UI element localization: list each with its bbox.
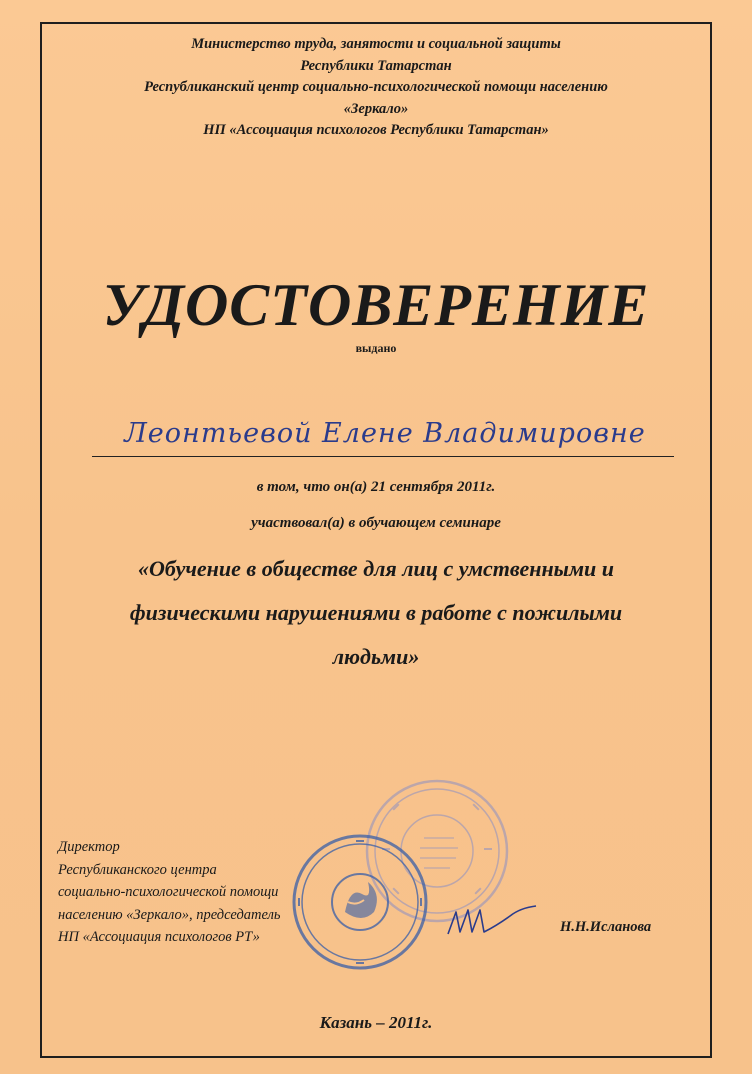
center-name-line: «Зеркало» xyxy=(343,100,409,117)
center-stamp xyxy=(290,832,430,972)
document-title: УДОСТОВЕРЕНИЕ xyxy=(102,272,650,338)
issuer-header xyxy=(40,34,712,142)
director-block xyxy=(58,836,281,949)
seminar-title-line-1: «Обучение в обществе для лиц с умственными и xyxy=(138,556,614,581)
seminar-title-line-2: физическими нарушениями в работе с пожилыми xyxy=(129,600,623,625)
recipient-handwritten-name: Леонтьевой Елене Владимировне xyxy=(124,418,646,449)
director-org-line-4: НП «Ассоциация психологов РТ» xyxy=(58,929,260,945)
place-and-year: Казань – 2011г. xyxy=(319,1013,433,1032)
director-signature xyxy=(440,898,550,943)
seminar-title xyxy=(80,547,672,679)
director-org-line-2: социально-психологической помощи xyxy=(58,884,279,900)
participation-statement: участвовал(а) в обучающем семинаре xyxy=(251,515,501,531)
signer-name: Н.Н.Исланова xyxy=(560,919,652,935)
date-statement: в том, что он(а) 21 сентября 2011г. xyxy=(256,479,496,495)
recipient-underline xyxy=(92,456,674,457)
center-line: Республиканский центр социально-психологической помощи населению xyxy=(144,79,608,95)
director-title: Директор xyxy=(58,839,120,855)
issued-label: выдано xyxy=(355,341,397,355)
seminar-title-line-3: людьми» xyxy=(332,644,420,669)
ministry-line: Министерство труда, занятости и социальной защиты xyxy=(191,36,561,52)
director-org-line-1: Республиканского центра xyxy=(58,861,217,878)
republic-line: Республики Татарстан xyxy=(300,57,452,74)
director-org-line-3: населению «Зеркало», председатель xyxy=(58,906,281,923)
association-line: НП «Ассоциация психологов Республики Татарстан» xyxy=(203,122,549,138)
